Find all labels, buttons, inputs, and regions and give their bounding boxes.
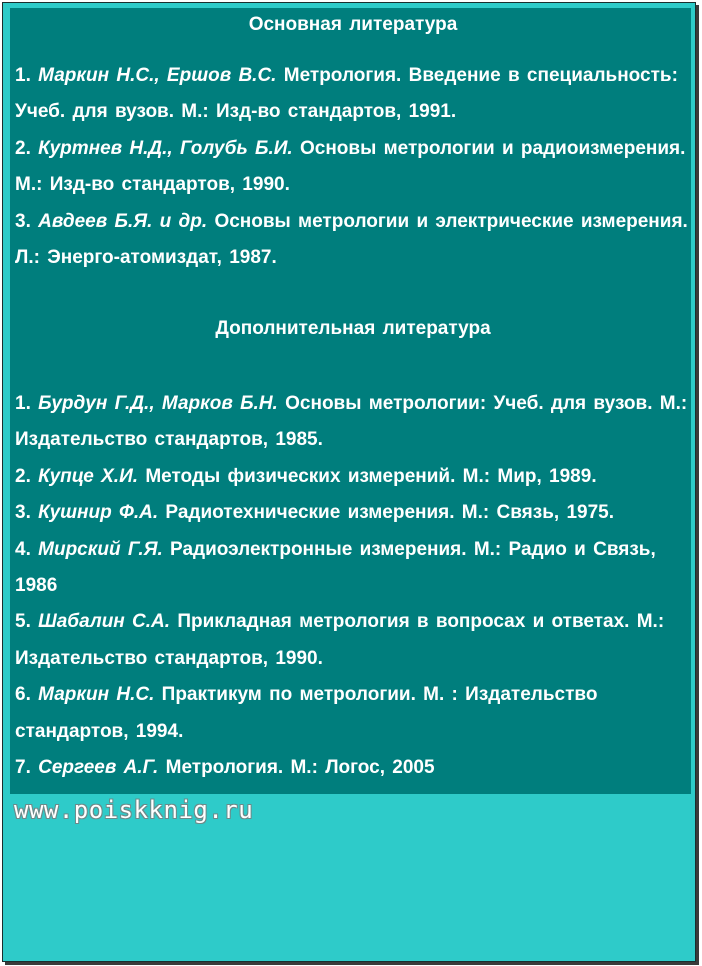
item-author: Мирский Г.Я. [38, 538, 163, 560]
item-text: Метрология. М.: Логос, 2005 [165, 757, 435, 779]
slide-frame [2, 2, 696, 962]
item-number: 3. [15, 210, 31, 232]
item-author: Купце Х.И. [38, 465, 139, 487]
additional-literature-item [15, 532, 691, 605]
main-literature-item [15, 204, 691, 277]
main-literature-item [15, 58, 691, 131]
item-author: Сергеев А.Г. [38, 757, 159, 779]
item-number: 1. [15, 393, 31, 414]
additional-literature-item [15, 604, 691, 677]
item-text: Основы метрологии и электрические измерения. Л.: Энерго-атомиздат, 1987. [15, 210, 688, 269]
item-author: Бурдун Г.Д., Марков Б.Н. [38, 393, 278, 414]
item-text: Радиотехнические измерения. М.: Связь, 1975. [165, 502, 614, 524]
item-author: Авдеев Б.Я. и др. [38, 210, 208, 232]
item-number: 2. [15, 137, 31, 159]
main-literature-list [15, 58, 691, 276]
additional-literature-item [15, 495, 691, 531]
bibliography-panel [10, 8, 691, 794]
main-literature-item [15, 131, 691, 204]
item-number: 3. [15, 502, 31, 524]
additional-literature-item [15, 677, 691, 750]
item-author: Кушнир Ф.А. [38, 502, 159, 524]
main-literature-heading: Основная литература [248, 14, 458, 35]
item-text: Метрология. Введение в специальность: Учеб. для вузов. М.: Изд-во стандартов, 1991. [15, 65, 678, 123]
additional-literature-heading: Дополнительная литература [215, 318, 491, 339]
item-author: Маркин Н.С., Ершов В.С. [38, 65, 277, 86]
item-number: 4. [15, 538, 31, 560]
item-number: 6. [15, 684, 31, 706]
item-number: 2. [15, 465, 31, 487]
item-text: Радиоэлектронные измерения. М.: Радио и Связь, 1986 [15, 538, 656, 597]
additional-literature-list [15, 386, 691, 786]
item-text: Практикум по метрологии. М. : Издательство стандартов, 1994. [15, 684, 598, 742]
main-literature-section [15, 10, 691, 40]
item-text: Основы метрологии: Учеб. для вузов. М.: Издательство стандартов, 1985. [15, 393, 688, 451]
item-text: Прикладная метрология в вопросах и ответах. М.: Издательство стандартов, 1990. [15, 611, 665, 669]
item-number: 7. [15, 757, 31, 779]
additional-literature-item [15, 750, 691, 786]
additional-literature-section [15, 314, 691, 344]
item-author: Шабалин С.А. [38, 611, 171, 633]
additional-literature-item [15, 459, 691, 495]
item-number: 5. [15, 611, 31, 633]
item-author: Куртнев Н.Д., Голубь Б.И. [38, 137, 293, 159]
item-author: Маркин Н.С. [38, 684, 155, 706]
item-number: 1. [15, 65, 31, 86]
item-text: Методы физических измерений. М.: Мир, 1989. [145, 465, 597, 487]
site-watermark: www.poiskknig.ru [14, 796, 254, 824]
item-text: Основы метрологии и радиоизмерения. М.: Изд-во стандартов, 1990. [15, 137, 686, 196]
additional-literature-item [15, 386, 691, 459]
